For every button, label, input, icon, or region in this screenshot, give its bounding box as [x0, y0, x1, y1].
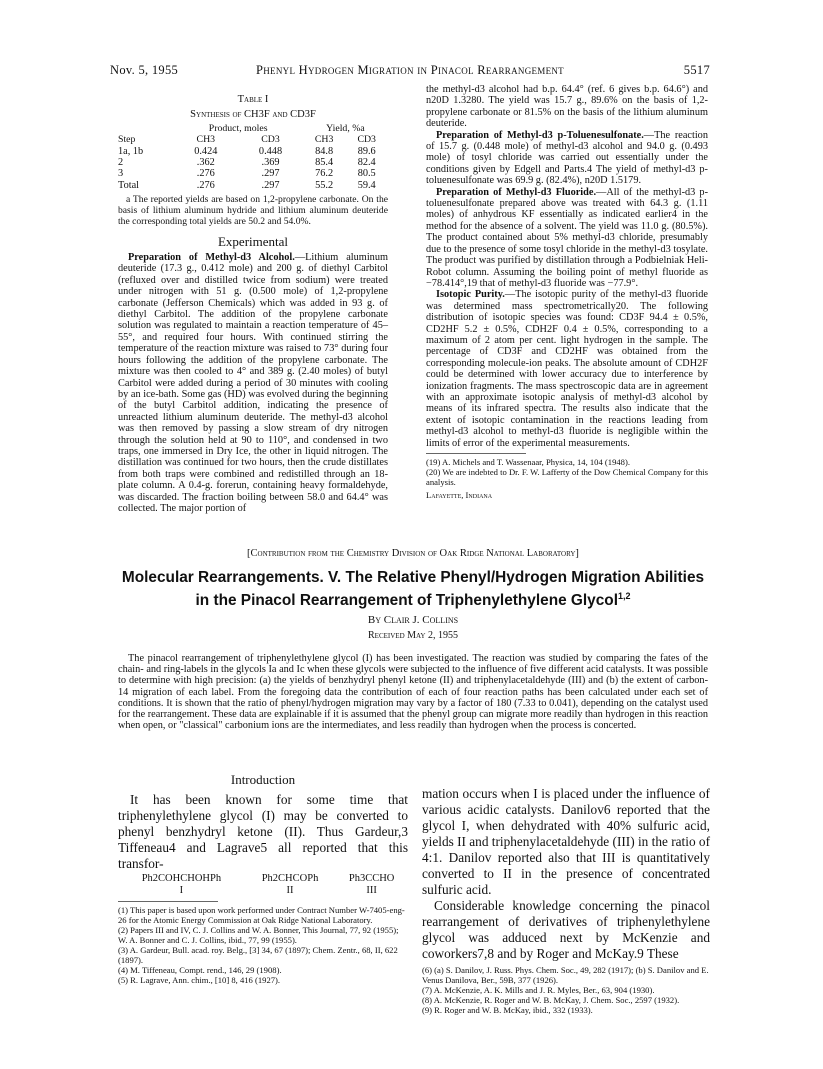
- table-header-cell: CH3: [196, 134, 216, 146]
- footnotes-left: [118, 905, 408, 985]
- formula-label: III: [366, 885, 377, 896]
- title-line: in the Pinacol Rearrangement of Triphenylethylene Glycol: [195, 592, 618, 610]
- table-cell: 89.6: [357, 145, 376, 157]
- table-row: [118, 180, 388, 191]
- table-row: [118, 146, 388, 157]
- table-header-cell: Yield, %a: [326, 122, 365, 134]
- paragraph-title: Preparation of Methyl-d3 p-Toluenesulfonate.: [436, 129, 644, 141]
- paragraph-text: —The isotopic purity of the methyl-d3 fluoride was determined mass spectrometrically20. The following distribution of isotopic species was found: CD3F 94.4 ± 0.5%, CD2HF 5.2 ± 0.5%, CDH2F 0.4 ± 0.5%, corresponding to a maximum of 2 atom per cent. light hydrogen in the sample. The percentage of CD3F and CD2HF was obtained from the corresponding molecule-ion peaks. The absolute amount of CDH2F could be determined with lower accuracy due to interference by ionization fragments. The mass spectroscopic data are in agreement with an approximate isotopic analysis of methyl-d3 alcohol by means of its infrared spectra. The results also indicate that the extent of isotopic contamination in the reactions leading from methyl-d3 alcohol to methyl-d3 fluoride is negligible within the limits of error of the experimental measurements.: [426, 289, 708, 449]
- footnote: (9) R. Roger and W. B. McKay, ibid., 332 (1933).: [422, 1005, 593, 1015]
- abstract: The pinacol rearrangement of triphenylethylene glycol (I) has been investigated. The reaction was studied by comparing the fates of the chain- and ring-labels in the glycols Ia and Ic when these glycols were subjected to the influence of five different acid catalysts. It was possible to determine with high precision: (a) the yields of benzhydryl phenyl ketone (II) and triphenylacetaldehyde (III) and (b) the extent of carbon-14 migration of each label. From the foregoing data the contribution of each of four reaction paths has been calculated under each set of conditions. It is shown that the ratio of phenyl/hydrogen migration may vary by a factor of 180 (7.33 to 0.041), depending on the catalyst used for the rearrangement. These data are explainable if it is assumed that the phenyl group can migrate more readily than hydrogen in this reaction when open, or "classical" carbonium ions are the intermediates, and less readily than hydrogen when the process is concerted.: [118, 653, 708, 732]
- table-header-cell: Product, moles: [208, 122, 268, 134]
- experimental-paragraph: the methyl-d3 alcohol had b.p. 64.4° (ref. 6 gives b.p. 64.6°) and n20D 1.3280. The yield was 15.7 g., 89.6% on the basis of 1,2-propylene carbonate or 81.5% on the basis of the lithium aluminum deuteride.: [426, 84, 708, 130]
- experimental-heading: Experimental: [217, 233, 289, 249]
- formula-label: II: [286, 885, 294, 896]
- table-cell: 2: [118, 157, 124, 169]
- paragraph-text: —Lithium aluminum deuteride (17.3 g., 0.412 mole) and 200 g. of diethyl Carbitol (refluxed over and distilled twice from sodium) were treated under nitrogen with 51 g. (0.500 mole) of 1,2-propylene carbonate (Jefferson Chemicals) which was added in 93 g. of diethyl Carbitol. The addition of the propylene carbonate solution was regulated to maintain a reaction temperature of 45–55°, and required four hours. With continued stirring the temperature of the reaction mixture was raised to 73° during four hours following the addition of the propylene carbonate. The mixture was then cooled to 4° and 389 g. (2.40 moles) of butyl Carbitol were added during a period of 30 minutes with cooling by an ice-bath. Some gas (HD) was evolved during the beginning of the butyl Carbitol addition, indicating the presence of unreacted lithium aluminum deuteride. The methyl-d3 alcohol was then removed by passing a slow stream of dry nitrogen through the solution held at 90 to 110°, and condensed in two traps, one immersed in Dry Ice, the other in liquid nitrogen. The distillation was continued for two hours, then the crude distillates from both traps were combined and redistilled through an 18-plate column. A 0.4-g. forerun, containing heavy formaldehyde, was discarded. The fraction boiling between 58.0 and 64.4° was collected. The major portion of: [118, 252, 388, 514]
- table-cell: 59.4: [357, 179, 376, 191]
- formula: Ph2COHCHOHPh: [141, 873, 222, 884]
- table-cell: 55.2: [315, 179, 334, 191]
- table-1: [118, 123, 388, 191]
- experimental-paragraph: [426, 289, 708, 449]
- table-footnote: a The reported yields are based on 1,2-propylene carbonate. On the basis of lithium aluminum hydride and lithium aluminum deuteride the corresponding total yields are 50.2 and 54.0%.: [118, 194, 388, 227]
- footnote: (7) A. McKenzie, A. K. Mills and J. R. Myles, Ber., 63, 904 (1930).: [422, 985, 655, 995]
- page-number: 5517: [683, 63, 710, 77]
- header-date: Nov. 5, 1955: [110, 63, 179, 77]
- table-cell: 82.4: [357, 157, 376, 169]
- table-cell: .276: [196, 179, 215, 191]
- formula: Ph2CHCOPh: [261, 873, 319, 884]
- location: Lafayette, Indiana: [426, 490, 493, 500]
- table-header-cell: CH3: [314, 134, 334, 146]
- footnote: (19) A. Michels and T. Wassenaar, Physica, 14, 104 (1948).: [426, 457, 630, 467]
- contribution-line: [Contribution from the Chemistry Division of Oak Ridge National Laboratory]: [247, 548, 579, 559]
- table-cell: 85.4: [315, 157, 334, 169]
- footnote: (6) (a) S. Danilov, J. Russ. Phys. Chem. Soc., 49, 282 (1917); (b) S. Danilov and E. Venus Danilova, Ber., 59B, 377 (1926).: [422, 965, 709, 985]
- intro-text: mation occurs when I is placed under the influence of various acidic catalysts. Danilov6 reported that the glycol I, when dehydrated with 40% sulfuric acid, yields II and triphenylacetaldehyde (III) in the ratio of 4:1. Danilov reported also that III is quantitatively converted to II in the presence of concentrated sulfuric acid.: [422, 786, 710, 897]
- table-cell: 80.5: [357, 168, 376, 180]
- footnote: (4) M. Tiffeneau, Compt. rend., 146, 29 (1908).: [118, 965, 282, 975]
- footnote: (1) This paper is based upon work performed under Contract Number W-7405-eng-26 for the Atomic Energy Commission at Oak Ridge National Laboratory.: [118, 905, 405, 925]
- table-cell: .276: [196, 168, 215, 180]
- article-title: [110, 569, 716, 610]
- table-cell: 3: [118, 168, 124, 180]
- footnote: (5) R. Lagrave, Ann. chim., [10] 8, 416 (1927).: [118, 975, 281, 985]
- experimental-paragraph: [118, 252, 388, 514]
- table-row: [118, 157, 388, 168]
- paragraph-title: Preparation of Methyl-d3 Fluoride.: [436, 186, 597, 198]
- formula-label: I: [179, 885, 184, 896]
- footnote: (20) We are indebted to Dr. F. W. Lafferty of the Dow Chemical Company for this analysis.: [426, 467, 708, 487]
- footnote-divider: [118, 901, 218, 902]
- right-column-top: [426, 84, 708, 500]
- table-cell: .362: [196, 157, 215, 169]
- table-cell: .297: [261, 179, 280, 191]
- intro-heading: Introduction: [230, 772, 296, 787]
- footnote: (2) Papers III and IV, C. J. Collins and W. A. Bonner, This Journal, 77, 92 (1955); W. A. Bonner and C. J. Collins, ibid., 77, 99 (1955).: [118, 925, 399, 945]
- table-cell: 0.424: [194, 145, 218, 157]
- table-cell: .369: [261, 157, 280, 169]
- paragraph-title: Isotopic Purity.: [436, 289, 505, 301]
- table-cell: 84.8: [315, 145, 334, 157]
- footnote: (8) A. McKenzie, R. Roger and W. B. McKay, J. Chem. Soc., 2597 (1932).: [422, 995, 680, 1005]
- table-header-cell: CD3: [261, 134, 280, 146]
- left-column-top: [118, 90, 388, 514]
- intro-right-column: [422, 786, 710, 1015]
- intro-text: It has been known for some time that triphenylethylene glycol (I) may be converted to phenyl benzhydryl ketone (II). Thus Gardeur,3 Tiffeneau4 and Lagrave5 all reported that this transfor-: [118, 792, 408, 871]
- byline: By Clair J. Collins: [367, 614, 459, 626]
- title-footnote-marks: 1,2: [617, 591, 631, 601]
- table-cell: 0.448: [258, 145, 283, 157]
- paragraph-text: —The reaction of 15.7 g. (0.448 mole) of methyl-d3 alcohol and 94.0 g. (0.493 mole) of tosyl chloride was carried out essentially under the conditions given by Edgell and Parts.4 The yield of methyl-d3 p-toluenesulfonate was 69.9 g. (82.4%), n20D 1.5179.: [426, 129, 708, 187]
- table-label: Table I: [237, 94, 269, 105]
- table-row: [118, 168, 388, 179]
- table-cell: Total: [118, 179, 140, 191]
- table-header-cell: CD3: [357, 134, 376, 146]
- intro-text: Considerable knowledge concerning the pinacol rearrangement of derivatives of triphenylethylene glycol was adduced next by McKenzie and coworkers7,8 and by Roger and McKay.9 These: [422, 898, 710, 961]
- table-caption: Synthesis of CH3F and CD3F: [190, 109, 316, 121]
- paragraph-text: —All of the methyl-d3 p-toluenesulfonate prepared above was treated with 64.3 g. (1.11 moles) of anhydrous KF essentially as indicated earlier4 in the method for the absence of a solvent. The yield was 11.0 g. (80.5%). The product contained about 5% methyl-d3 chloride, presumably due to the presence of some tosyl chloride in the methyl-d3 tosylate. The product was purified by distillation through a Podbielniak Heli-Robot column. Assuming the boiling point of methyl fluoride as −78.414°,19 that of methyl-d3 fluoride was −77.9°.: [426, 186, 708, 289]
- experimental-paragraph: [426, 130, 708, 187]
- running-header: [110, 63, 710, 79]
- footnote-divider: [426, 453, 526, 454]
- footnotes-right: [422, 965, 710, 1015]
- table-cell: .297: [261, 168, 280, 180]
- formula: Ph3CCHO: [348, 873, 395, 884]
- intro-left-column: [118, 772, 408, 985]
- formula-row: [118, 873, 408, 897]
- footnote: (3) A. Gardeur, Bull. acad. roy. Belg., [3] 34, 67 (1897); Chem. Zentr., 68, II, 622 (1897).: [118, 945, 398, 965]
- paragraph-title: Preparation of Methyl-d3 Alcohol.: [128, 252, 295, 264]
- title-line: Molecular Rearrangements. V. The Relative Phenyl/Hydrogen Migration Abilities: [121, 569, 705, 586]
- experimental-paragraph: [426, 187, 708, 290]
- table-header-cell: [118, 123, 173, 134]
- received-date: Received May 2, 1955: [368, 630, 458, 641]
- header-title: Phenyl Hydrogen Migration in Pinacol Rearrangement: [256, 63, 564, 77]
- table-header-cell: Step: [118, 134, 136, 146]
- table-cell: 76.2: [315, 168, 334, 180]
- table-cell: 1a, 1b: [118, 145, 144, 157]
